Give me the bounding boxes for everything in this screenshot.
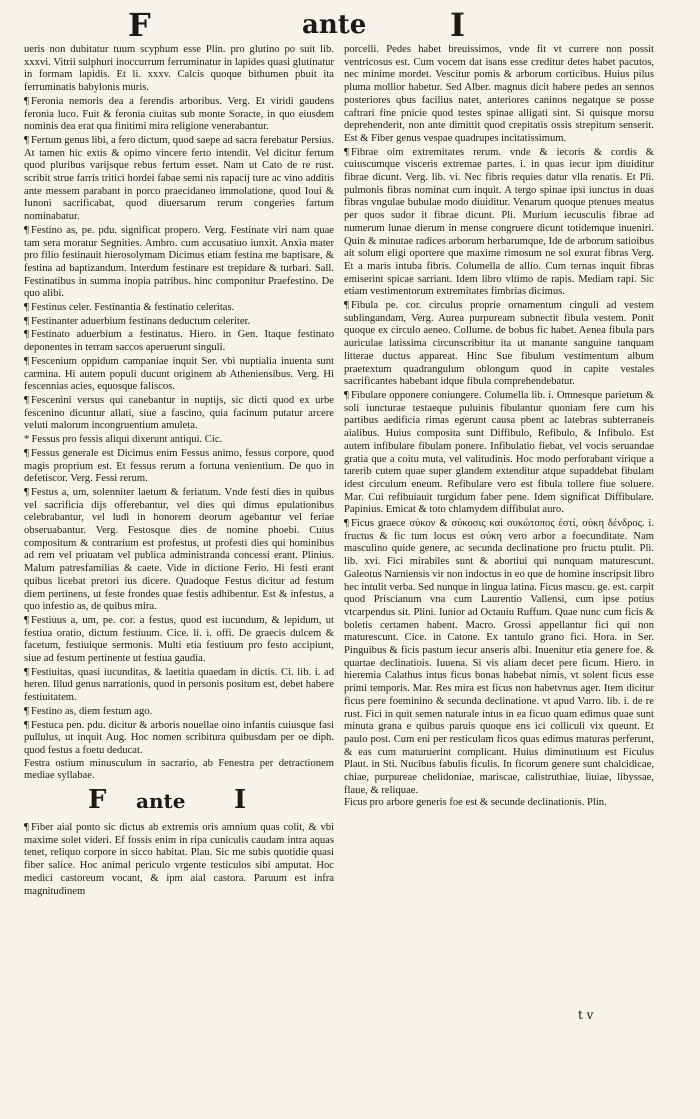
entry-fiber-continued: porcelli. Pedes habet breuissimos, vnde fit vt currere non possit ventricosus est. Cum vocem dat isans esse creditur detes habet pacutos, nec minime mordet. Vescitur pomis & arborum corticibus. Huius pilus pluma mollior habetur. Sed Alber. magnus dicit habere pedes an sennos posteriores qbus facilius natet, anteriores caninos negatque se posse caftrari fine pnicie quod testes spinae alligati sint. Si quisque morsu deprehenderit, non ante dimittit quod crepitatis ossis strepitum senserit. Est & Fiber genus vespae quadrupes incitatissimum. (344, 44, 654, 144)
entry-fescenini: ¶ Fescenini versus qui canebantur in nuptijs, sic dicti quod ex urbe fescenino dicuntur allati, siue a fascino, quia facinum putatur arcere veluti malorum incongruentium amuleta. (24, 393, 334, 432)
section-heading (24, 785, 334, 819)
entry-fibrae: ¶ Fibrae oim extremitates rerum. vnde & iecoris & cordis & cuiuscumque visceris extremae partes. i. in quas iecur ipm diuiditur fibrae dicunt. Verg. lib. vi. Nec fibris requies datur vlla renatis. Et Pli. pulmonis fibras nominat cum inquit. A tergo spinae ipsi iunctus in duas fibras vngulae bubulae modo diuiditur. Venarum quoque ptenues meatus per quos sudor it fibrae dicunt. Pli. Murium iecusculis fibrae ad numerum lunae dierum in mense congruere dicunt totidemque inueniri. Quin & minutae radices arborum herbarumque, Ide de arborum satioibus ait solum eligi oportere que maxime rimosum ne sol exurat fibras Verg. Et a maris intuba fibris. Columella de allio. Cum ternas inquit fibras emiserint spicae sarriant. Idem libro vltimo de rapis. Mediam rapi. Sic etiam vestimentorum extremitates fimbrias dicimus. (344, 145, 654, 298)
pilcrow-icon: ¶ (24, 485, 29, 498)
pilcrow-icon: ¶ (24, 301, 29, 314)
pilcrow-icon: ¶ (344, 299, 349, 312)
pilcrow-icon: ¶ (24, 94, 29, 107)
entry-festinanter: ¶ Festinanter aduerbium festinans deductum celeriter. (24, 314, 251, 327)
running-head (0, 6, 700, 42)
pilcrow-icon: ¶ (344, 517, 349, 530)
entry-festuca: ¶ Festuca pen. pdu. dicitur & arboris nouellae oino infantis cuiusque fasi pullulus, ut inquit Aug. Hoc nomen scribitura quibusdam per oe diph. quod festus a foetu deducat. (24, 718, 334, 756)
pilcrow-icon: ¶ (24, 133, 29, 146)
pilcrow-icon: ¶ (24, 354, 29, 367)
pilcrow-icon: ¶ (24, 718, 29, 731)
running-head-word: ante (302, 10, 367, 40)
right-column (344, 44, 654, 810)
pilcrow-icon: ¶ (24, 446, 29, 459)
running-head-right-letter: I (450, 6, 465, 44)
entry-fescenium: ¶ Fescenium oppidum campaniae inquit Ser. vbi nuptialia inuenta sunt carmina. Hi autem populi ducunt originem ab Atheniensibus. Verg. Hi fescennias acies, equosque faliscos. (24, 354, 334, 393)
pilcrow-icon: ¶ (24, 821, 29, 834)
signature-mark: t v (578, 1008, 594, 1022)
entry-fiber: ¶ Fiber aial ponto sic dictus ab extremis oris amnium quas colit, & vbi maxime solet videri. Ef fossis enim in ripa cuniculis caudam intra aquas tenet, reliquo corpore in sicco habitat. Plau. Sic me subis quotidie quasi fiber salice. Hoc animal periculo vrgente testiculos sibi amputat. Hoc medici castoreum vocant, & ipm aial castora. Paruum est infra magnitudinem (24, 821, 334, 897)
left-column (24, 44, 334, 898)
pilcrow-icon: ¶ (24, 393, 29, 406)
pilcrow-icon: ¶ (24, 223, 29, 236)
entry-festiuitas: ¶ Festiuitas, quasi iucunditas, & laetitia quaedam in dictis. Ci. lib. i. ad heren. Illud genus narrationis, quod in personis positum est, debet habere festiuitatem. (24, 665, 334, 704)
entry-feronia: ¶ Feronia nemoris dea a ferendis arboribus. Verg. Et viridi gaudens feronia luco. Fuit & feronia ciuitas sub monte Soracte, in quo eiusdem nominis dea erat qua finitimi mira religione venerabantur. (24, 94, 334, 133)
asterisk-icon: * (24, 433, 30, 446)
entry-festiuus: ¶ Festiuus a, um, pe. cor. a festus, quod est iucundum, & lepidum, ut festiua oratio, dictum festiuum. Cice. li. i. offi. De graecis dulcem & facetum, festiuique sermonis. Multi etia festiuum pro festo accipiunt, siue ad festum pertinente ut festiua gaudia. (24, 613, 334, 665)
entry-festinato: ¶ Festinato aduerbium a festinatus. Hiero. in Gen. Itaque festinato deponentes in terram saccos aperuerunt singuli. (24, 328, 334, 354)
entry-festino-diem: ¶ Festino as, diem festum ago. (24, 704, 153, 717)
section-heading-left-letter: F (88, 785, 107, 816)
pilcrow-icon: ¶ (24, 665, 29, 678)
entry-festino: ¶ Festino as, pe. pdu. significat propero. Verg. Festinate viri nam quae tam sera moratur Segnities. Ambro. cum accusatiuo iunxit. Anxia mater pro filio festinauit hierosolymam Dicimus etiam festina me baptisare, & festina ad baptizandum. Interdum festinare est trepidare & turbari. Sall. Festinatibus in summa inopia patribus. hinc componitur Praefestino. De quo alibi. (24, 223, 334, 300)
pilcrow-icon: ¶ (24, 704, 29, 717)
section-heading-word: ante (136, 789, 186, 814)
entry-fibula: ¶ Fibula pe. cor. circulus proprie ornamentum cinguli ad vestem sublingandam, Verg. Aurea purpuream subnectit fibula vestem. Ponit quoque ex circulo aeneo. Collume. de bobus fic habet. Aenea fibula pars auriculae latissima circunscribitur ita ut manante sanguine tanquam litterae ductus appareat. Hinc Sue fibulum vestimentum album praetextum quadrangulum oblongum quod in capite vestales sacrificantes habebant idque fibula comprehendebatur. (344, 299, 654, 388)
entry-ficus-arbor: Ficus pro arbore generis foe est & secunde declinationis. Plin. (344, 797, 607, 809)
section-heading-right-letter: I (234, 785, 247, 816)
running-head-left-letter: F (128, 6, 151, 44)
entry-fertum: ¶ Fertum genus libi, a fero dictum, quod saepe ad sacra ferebatur Persius. At tamen hic extis & opimo vincere ferto intendit. Vel dicitur fertum quod pluribus varijsque rebus fertum esset. Nam ut Cato de re rust. scribit strue farris tritici hordei fabae semi nis rapacij ture ac vino additis ante messem parabant in porco praecidaneo immolatione, quod Ioui & Iunoni sacrificabat, quod diuersarum rerum congeries fartum nominabatur. (24, 133, 334, 223)
entry-festra: Festra ostium minusculum in sacrario, ab Fenestra per detractionem mediae syllabae. (24, 757, 334, 782)
pilcrow-icon: ¶ (24, 314, 29, 327)
pilcrow-icon: ¶ (344, 388, 349, 401)
entry-festinus: ¶ Festinus celer. Festinantia & festinatio celeritas. (24, 301, 235, 314)
entry-fessus-plural: * Fessus pro fessis aliqui dixerunt antiqui. Cic. (24, 433, 223, 446)
pilcrow-icon: ¶ (24, 328, 29, 341)
entry-continuation: ueris non dubitatur tuum scyphum esse Plin. pro glutino po suit lib. xxxvi. Vitrii sulphuri inoccurrum ferruminatur in lapides quasi glutinatur in formam lapidis. Et li. xxxv. Calcis quoque bithumen pbuit ita ferruminatis babylonis muris. (24, 44, 334, 94)
entry-festus: ¶ Festus a, um, solenniter laetum & feriatum. Vnde festi dies in quibus vel sacrificia dijs offerebantur, vel dies qui dimus epulationibus celebrabantur, vel ludi in honorem deorum agebantur vel feriae obseruabantur. Verg. Festosque dies de nomine phoebi. Cuius compositum & contrarium est profestus, ut profesti dies qui hominibus ad rem vel priuatam vel publica administranda concessi erant. Plinius. Malum patresfamilias & caete. Vide in dictione Ferio. Hi festi erant quibus licebat pretori ius dicere. Quadoque Festus dicitur ad festum diem pertinens, ut feste frondes quae festis adhibentur. Est & infestus, a quo infestio as, de quibus mira. (24, 485, 334, 613)
entry-fessus: ¶ Fessus generale est Dicimus enim Fessus animo, fessus corpore, quod magis proprium est. Et fessus rerum a fortuna venientium. De quo in defetiscor. Verg. Fessi rerum. (24, 446, 334, 485)
pilcrow-icon: ¶ (344, 145, 349, 158)
entry-fibulare: ¶ Fibulare opponere coniungere. Columella lib. i. Omnesque parietum & soli iuncturae testaeque puluinis fibulantur quoniam fere cum his partibus aedificia rimas egerunt causa pbent ac latebras subterraneis aialibus. Huius composita sunt Diffibulo, Refibulo, & Infibulo. Est autem infibulare fibulam ponere. Infibulatio fiebat, vel vocis seruandae gratia que a coitu muta, vel valitudinis. Hoc modo perforabant virique a tarerib cutem quae super glandem extenditur atque supaddebat fibulam idest circulum eneum. Refibulare vero est fibula tollere fiue soluere. Mar. Cui refibuiauit turgidum faber pene. Idem significat Diffibulare. Papinius. Emicat & toto chlamydem diffibulat auro. (344, 388, 654, 516)
entry-ficus: ¶ Ficus graece σύκον & σύκοσις καὶ συκώτοπος ἐστί, σύκη δένδρος. i. fructus & fic tum locus est σύκη vero arbor a foecunditate. Nam masculino quide genere, ac secunda declinatione pro fructu ptulit. Pli. lib. xvi. Fici mirabiles sunt & abortiui qui nunquam maturescunt. Galeotus Narniensis vir non indoctus in eo que de homine inscripsit libro hec intulit verba. Sed nunque in lingua latina. Ficus mascu. ge. est. carpit quod Priscianum vna cum Laurentio Vallensi, cum ipse potius vtcarpendus sit. Plini. Iunior ad Octauiu Ruffum. Quae nunc cum ficis & boletis certamen habent. Macro. Grossi appellantur fici qui non maturescunt. Cice. in Catone. Ex tantulo grano fici. Hora. in Ser. Pinguibus & ficis pastum iecur anseris albi. Inuenitur etia genere foe. & quartae declinatiois. Iuuena. Si vis aliam decet pere ficum. Hiero. in hieremia Calathus intus ficus bonas habebat nimis, vt solent ficus esse primi temporis. Mar. Res mira est ficus non habetvnus ager. Item dicitur ficus pere foeminino & secunda declinatione. vt apud Varro. lib. i. de re rust. Fici in quit semen naturale intus in ea ficuo quam edimus quae sunt minuta grana e quibus paruis quoque ens ici colliculi vix queunt. Et paulo post. Cum eni per resticulam ficos quas edimus maturas perferunt, & eas cum maturuerint complicant. Huius diminutiuum est Ficulus Plaut. in Sti. Nucibus fabulis ficulis. In ficorum genere sunt chalcidicae, chiae, purpureae chelidoniae, mariscae, calistruthiae, liuiae, libyssae, flaue, & reliquae. (344, 517, 654, 796)
pilcrow-icon: ¶ (24, 613, 29, 626)
